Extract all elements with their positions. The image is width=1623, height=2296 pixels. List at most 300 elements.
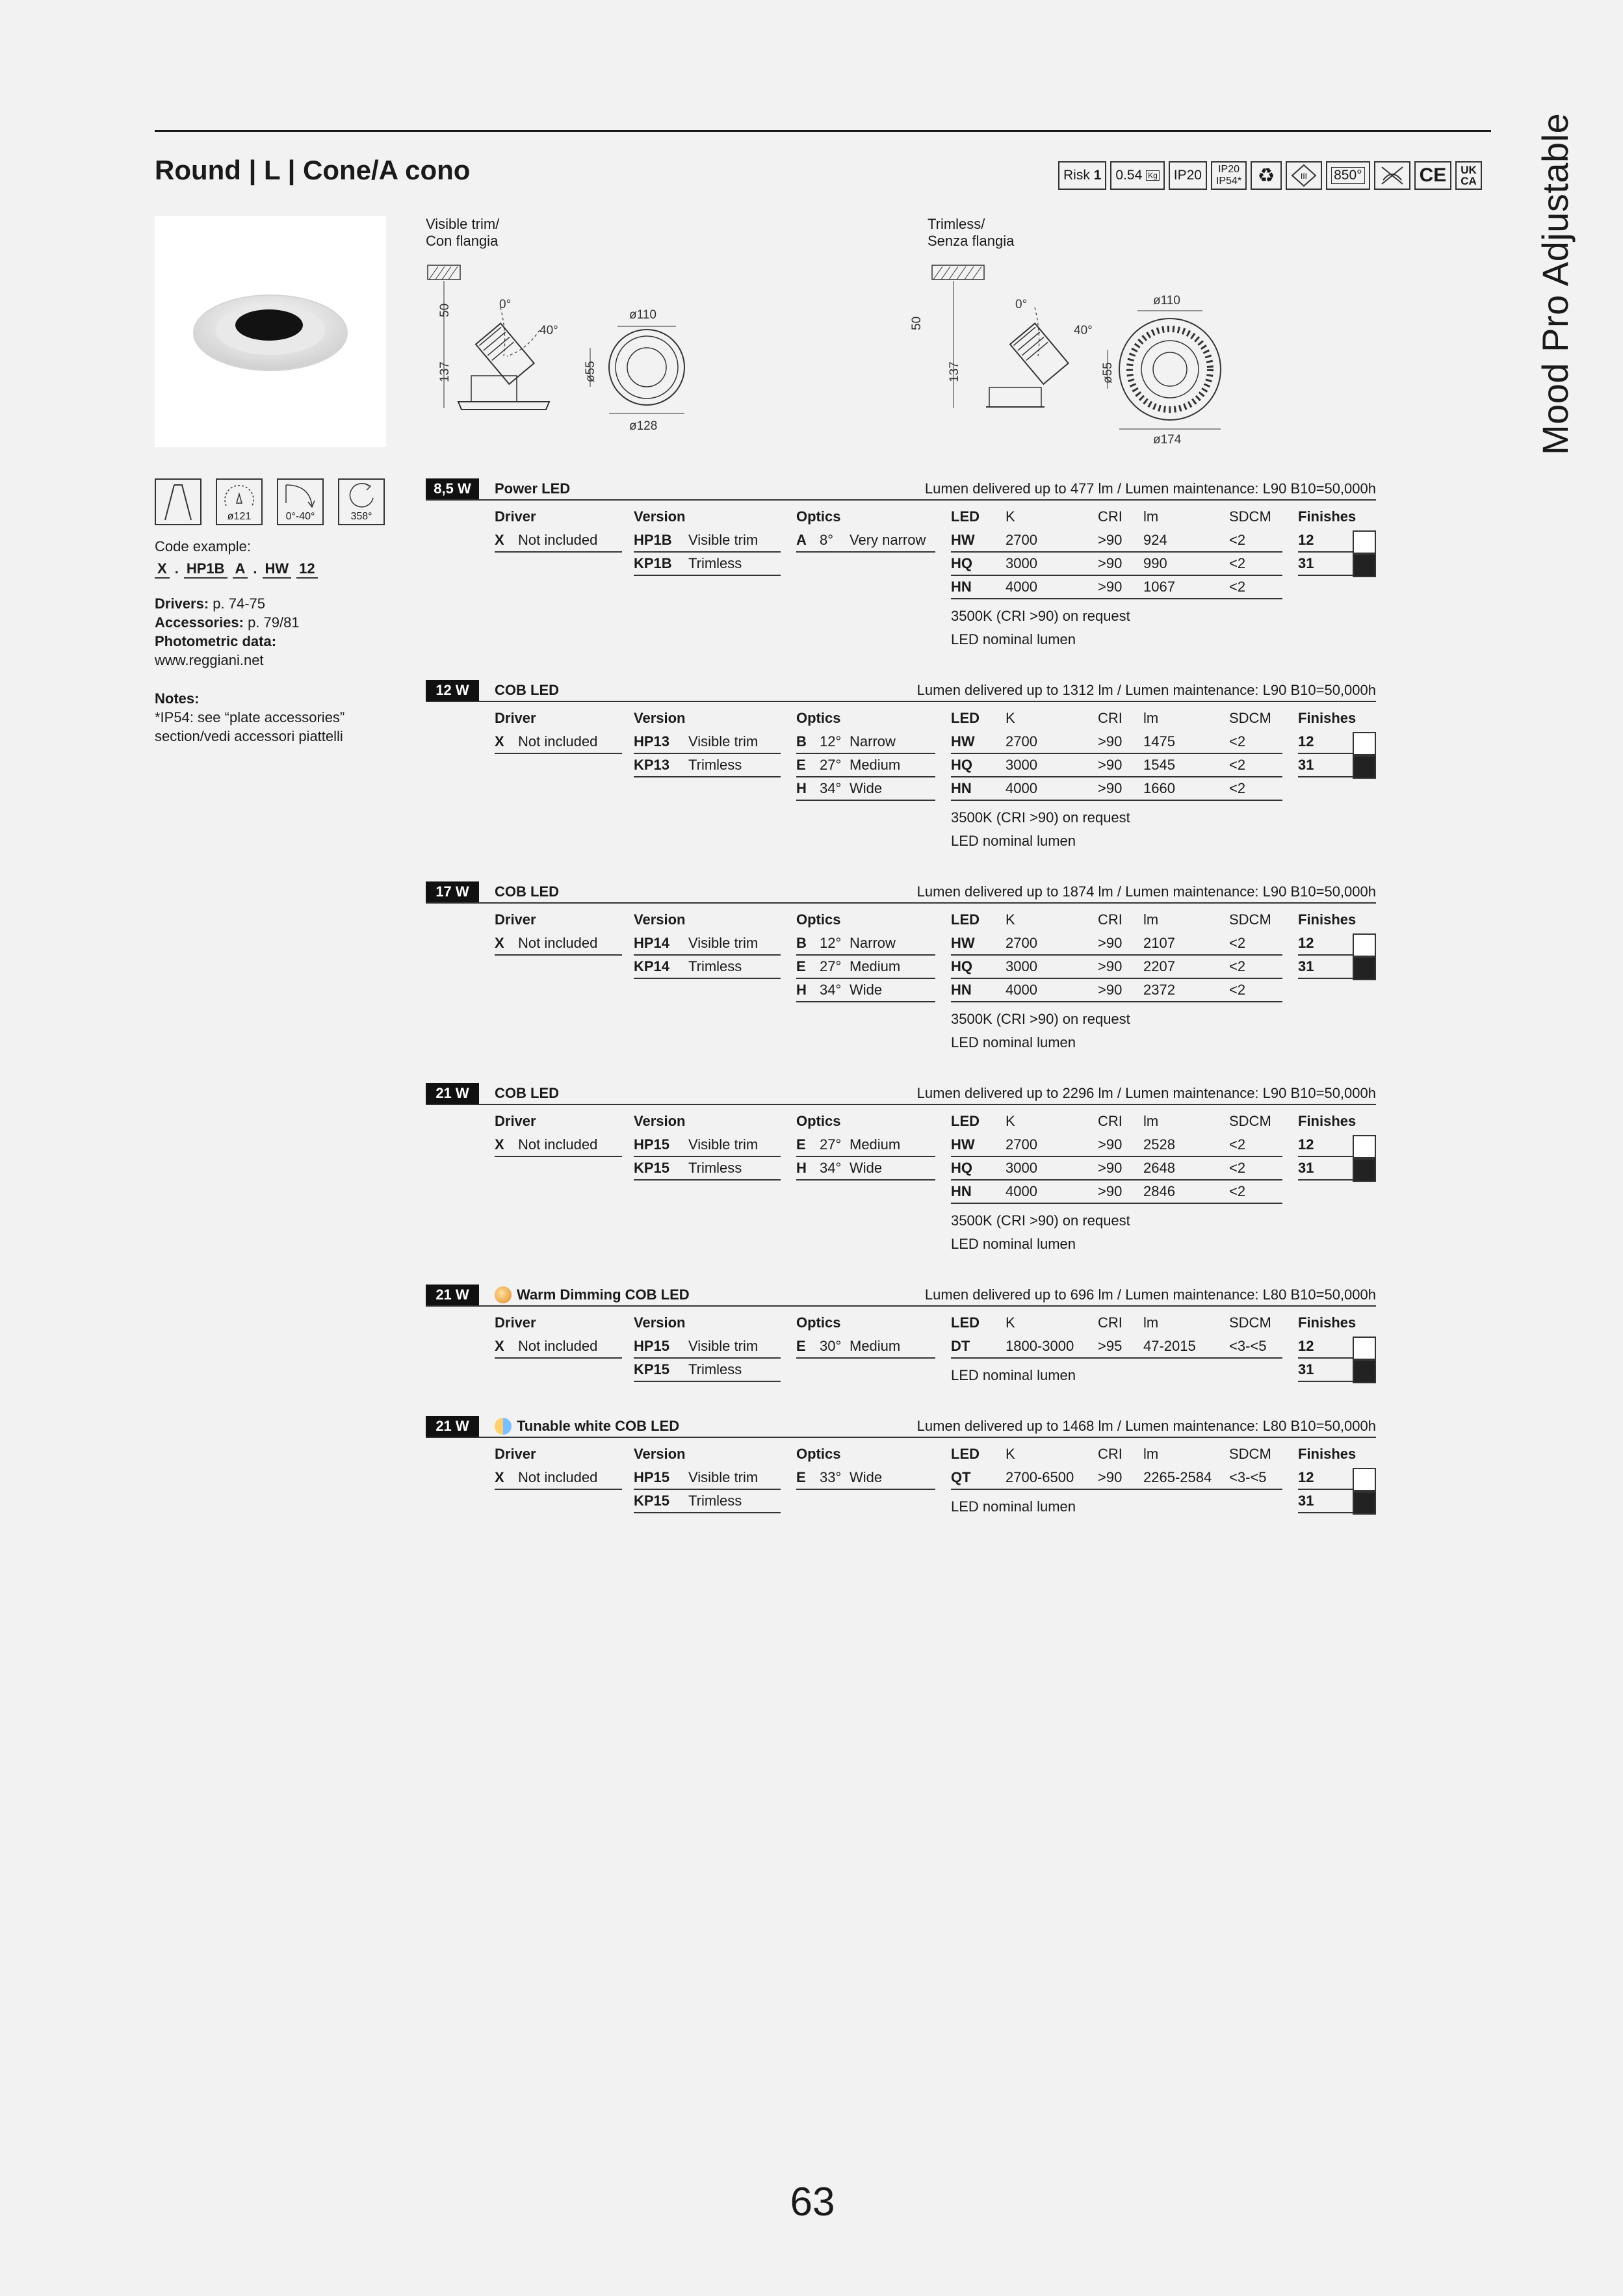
led-header-cri: CRI (1098, 710, 1123, 726)
led-row (951, 932, 1282, 956)
led-row (951, 731, 1282, 754)
version-label: Trimless (688, 1160, 742, 1176)
optics-column (796, 1311, 935, 1359)
finish-code: 31 (1298, 555, 1314, 571)
optics-label: Wide (850, 1160, 883, 1176)
led-cri: >90 (1098, 1469, 1123, 1485)
led-lm: 924 (1143, 532, 1167, 548)
led-sdcm: <2 (1229, 555, 1246, 571)
finish-code: 31 (1298, 958, 1314, 974)
top-rule (155, 130, 1491, 132)
led-lm: 2207 (1143, 958, 1175, 974)
svg-text:ø174: ø174 (1153, 433, 1182, 447)
led-cri: >90 (1098, 1136, 1123, 1153)
led-note: LED nominal lumen (951, 631, 1076, 647)
optics-angle: 12° (820, 935, 842, 951)
version-code: KP1B (634, 555, 672, 571)
led-row (951, 1335, 1282, 1359)
finish-row (1298, 754, 1376, 777)
finishes-header: Finishes (1298, 1314, 1357, 1331)
finish-row (1298, 932, 1376, 956)
version-label: Trimless (688, 958, 742, 974)
wattage-badge: 21 W (426, 1083, 479, 1104)
led-sdcm: <2 (1229, 780, 1246, 796)
led-header-k: K (1006, 1314, 1015, 1331)
optics-header: Optics (796, 710, 841, 726)
section-header (426, 881, 1376, 904)
optics-angle: 30° (820, 1338, 842, 1354)
led-type-label: COB LED (495, 682, 559, 698)
finishes-header: Finishes (1298, 1446, 1357, 1462)
optics-code: H (796, 1160, 807, 1176)
vertical-product-family: Mood Pro Adjustable (1535, 112, 1576, 455)
led-header-cri: CRI (1098, 1113, 1123, 1129)
led-lm: 2648 (1143, 1160, 1175, 1176)
version-header: Version (634, 911, 686, 928)
led-header-led: LED (951, 508, 980, 525)
optics-row (796, 731, 935, 754)
wattage-badge: 17 W (426, 881, 479, 902)
led-column (951, 504, 1282, 651)
led-header-sdcm: SDCM (1229, 911, 1271, 928)
led-code: HQ (951, 1160, 972, 1176)
tilt-icon: 0°-40° (277, 478, 324, 525)
led-row (951, 1467, 1282, 1490)
led-type-label: Tunable white COB LED (517, 1418, 680, 1434)
no-cover-icon (1374, 161, 1410, 190)
drivers-ref: Drivers: p. 74-75 (155, 595, 265, 612)
led-k: 2700 (1006, 733, 1037, 750)
lumen-info: Lumen delivered up to 1874 lm / Lumen maintenance: L90 B10=50,000h (916, 883, 1376, 900)
driver-column (495, 907, 622, 956)
led-header-row (951, 1442, 1282, 1467)
lumen-info: Lumen delivered up to 1468 lm / Lumen maintenance: L80 B10=50,000h (916, 1418, 1376, 1434)
led-header-led: LED (951, 1446, 980, 1462)
finish-code: 31 (1298, 757, 1314, 773)
version-row (634, 754, 781, 777)
optics-column (796, 1442, 935, 1490)
led-k: 2700 (1006, 532, 1037, 548)
led-k: 3000 (1006, 1160, 1037, 1176)
led-sdcm: <2 (1229, 958, 1246, 974)
driver-label: Not included (518, 1136, 598, 1153)
lumen-info: Lumen delivered up to 2296 lm / Lumen maintenance: L90 B10=50,000h (916, 1085, 1376, 1101)
section-header (426, 1083, 1376, 1105)
version-code: HP1B (634, 532, 672, 548)
section-header (426, 1285, 1376, 1307)
version-label: Visible trim (688, 935, 759, 951)
beam-icon (155, 478, 201, 525)
driver-column (495, 1311, 622, 1359)
driver-code: X (495, 935, 504, 951)
led-sdcm: <2 (1229, 1136, 1246, 1153)
led-note: 3500K (CRI >90) on request (951, 1212, 1130, 1229)
optics-column (796, 1109, 935, 1181)
led-note: 3500K (CRI >90) on request (951, 809, 1130, 826)
led-column (951, 1311, 1282, 1387)
led-note: 3500K (CRI >90) on request (951, 608, 1130, 624)
optics-header: Optics (796, 1446, 841, 1462)
version-row (634, 529, 781, 553)
led-header-row (951, 706, 1282, 731)
optics-label: Medium (850, 757, 901, 773)
ukca-mark: UK CA (1455, 161, 1482, 190)
optics-code: B (796, 935, 807, 951)
led-sdcm: <2 (1229, 532, 1246, 548)
finishes-header: Finishes (1298, 911, 1357, 928)
finishes-column (1298, 1442, 1376, 1513)
code-part: 12 (296, 560, 317, 579)
version-label: Trimless (688, 1493, 742, 1509)
recycle-icon: ♻ (1251, 161, 1282, 190)
finish-row (1298, 1335, 1376, 1359)
version-header: Version (634, 1314, 686, 1331)
version-row (634, 956, 781, 979)
led-note: LED nominal lumen (951, 1367, 1076, 1383)
led-lm: 1660 (1143, 780, 1175, 796)
optics-angle: 8° (820, 532, 834, 548)
spec-section (426, 1416, 1376, 1585)
ip20-badge: IP20 (1169, 161, 1207, 190)
version-header: Version (634, 1113, 686, 1129)
led-header-sdcm: SDCM (1229, 508, 1271, 525)
led-row (951, 754, 1282, 777)
wattage-badge: 21 W (426, 1416, 479, 1437)
finishes-header: Finishes (1298, 508, 1357, 525)
led-lm: 47-2015 (1143, 1338, 1196, 1354)
led-lm: 2372 (1143, 982, 1175, 998)
optics-label: Very narrow (850, 532, 926, 548)
led-sdcm: <2 (1229, 1183, 1246, 1199)
optics-angle: 34° (820, 982, 842, 998)
led-k: 4000 (1006, 780, 1037, 796)
led-note: 3500K (CRI >90) on request (951, 1011, 1130, 1027)
wattage-badge: 21 W (426, 1285, 479, 1305)
warm-dimming-icon (495, 1286, 512, 1303)
led-type (495, 682, 559, 699)
version-row (634, 1134, 781, 1157)
optics-code: H (796, 982, 807, 998)
svg-text:ø55: ø55 (1101, 362, 1115, 384)
optics-row (796, 1467, 935, 1490)
led-column (951, 706, 1282, 853)
driver-label: Not included (518, 935, 598, 951)
led-cri: >90 (1098, 532, 1123, 548)
svg-text:0°: 0° (499, 298, 512, 311)
optics-label: Medium (850, 958, 901, 974)
version-code: HP13 (634, 733, 670, 750)
photometric-label: Photometric data: (155, 633, 277, 649)
driver-header: Driver (495, 1314, 536, 1331)
led-type-label: Power LED (495, 480, 571, 497)
section-header (426, 680, 1376, 702)
optics-column (796, 907, 935, 1002)
code-sep: . (174, 560, 179, 577)
led-row (951, 956, 1282, 979)
led-lm: 1545 (1143, 757, 1175, 773)
led-sdcm: <3-<5 (1229, 1338, 1267, 1354)
lumen-info: Lumen delivered up to 477 lm / Lumen maintenance: L90 B10=50,000h (924, 480, 1376, 497)
finish-swatch (1353, 957, 1376, 980)
optics-header: Optics (796, 1314, 841, 1331)
optics-code: H (796, 780, 807, 796)
driver-header: Driver (495, 710, 536, 726)
website-link[interactable]: www.reggiani.net (155, 652, 264, 668)
driver-row (495, 1335, 622, 1359)
led-lm: 2107 (1143, 935, 1175, 951)
led-code: HN (951, 982, 972, 998)
version-row (634, 1335, 781, 1359)
led-type-label: COB LED (495, 1085, 559, 1101)
led-cri: >90 (1098, 1183, 1123, 1199)
optics-row (796, 754, 935, 777)
led-k: 4000 (1006, 982, 1037, 998)
section-header (426, 1416, 1376, 1438)
led-header-sdcm: SDCM (1229, 1113, 1271, 1129)
led-k: 1800-3000 (1006, 1338, 1074, 1354)
led-type (495, 1286, 690, 1303)
finishes-header: Finishes (1298, 710, 1357, 726)
optics-code: E (796, 1469, 806, 1485)
led-cri: >90 (1098, 982, 1123, 998)
accessories-ref: Accessories: p. 79/81 (155, 614, 300, 631)
optics-label: Wide (850, 1469, 883, 1485)
driver-row (495, 1134, 622, 1157)
page-number: 63 (790, 2180, 835, 2224)
led-header-sdcm: SDCM (1229, 710, 1271, 726)
optics-label: Wide (850, 780, 883, 796)
optics-column (796, 504, 935, 553)
spec-section (426, 478, 1376, 647)
certification-icons (1058, 161, 1482, 190)
version-column (634, 1311, 781, 1382)
led-type (495, 1085, 559, 1102)
notes-label: Notes: (155, 690, 200, 707)
optics-row (796, 979, 935, 1002)
led-column (951, 1442, 1282, 1519)
led-row (951, 529, 1282, 553)
version-header: Version (634, 1446, 686, 1462)
optics-row (796, 1335, 935, 1359)
version-label: Visible trim (688, 1469, 759, 1485)
driver-header: Driver (495, 911, 536, 928)
svg-text:40°: 40° (539, 324, 558, 337)
driver-code: X (495, 1469, 504, 1485)
optics-code: A (796, 532, 807, 548)
visible-trim-label: Visible trim/ Con flangia (426, 216, 500, 249)
led-k: 2700 (1006, 1136, 1037, 1153)
code-part: HW (263, 560, 292, 579)
driver-column (495, 504, 622, 553)
led-header-cri: CRI (1098, 1446, 1123, 1462)
wattage-badge: 8,5 W (426, 478, 479, 499)
version-column (634, 1442, 781, 1513)
driver-code: X (495, 1338, 504, 1354)
finish-row (1298, 1467, 1376, 1490)
class-III-icon (1286, 161, 1322, 190)
version-row (634, 932, 781, 956)
led-type (495, 1418, 679, 1435)
spec-section (426, 680, 1376, 849)
lumen-info: Lumen delivered up to 696 lm / Lumen maintenance: L80 B10=50,000h (924, 1286, 1376, 1303)
finish-swatch (1353, 530, 1376, 554)
version-row (634, 1467, 781, 1490)
optics-angle: 34° (820, 780, 842, 796)
version-code: KP13 (634, 757, 670, 773)
trimless-label: Trimless/ Senza flangia (928, 216, 1015, 249)
version-code: HP14 (634, 935, 670, 951)
led-header-lm: lm (1143, 1314, 1159, 1331)
version-code: HP15 (634, 1469, 670, 1485)
led-header-k: K (1006, 710, 1015, 726)
page-title: Round | L | Cone/A cono (155, 155, 471, 185)
version-code: HP15 (634, 1338, 670, 1354)
led-sdcm: <2 (1229, 935, 1246, 951)
led-note: LED nominal lumen (951, 1498, 1076, 1515)
led-code: HQ (951, 555, 972, 571)
optics-angle: 27° (820, 757, 842, 773)
finishes-column (1298, 907, 1376, 979)
optics-angle: 33° (820, 1469, 842, 1485)
version-label: Trimless (688, 555, 742, 571)
led-k: 3000 (1006, 958, 1037, 974)
led-note: LED nominal lumen (951, 833, 1076, 849)
version-label: Visible trim (688, 733, 759, 750)
finish-code: 12 (1298, 1338, 1314, 1354)
led-row (951, 979, 1282, 1002)
led-lm: 2846 (1143, 1183, 1175, 1199)
led-header-lm: lm (1143, 1113, 1159, 1129)
optics-code: E (796, 1338, 806, 1354)
version-code: HP15 (634, 1136, 670, 1153)
product-photo (155, 216, 386, 447)
version-column (634, 1109, 781, 1181)
finish-row (1298, 1134, 1376, 1157)
code-part: HP1B (184, 560, 227, 579)
optics-row (796, 1157, 935, 1181)
finish-row (1298, 529, 1376, 553)
optics-row (796, 932, 935, 956)
led-header-row (951, 907, 1282, 932)
finish-swatch (1353, 1158, 1376, 1182)
svg-text:50: 50 (910, 316, 924, 330)
finish-row (1298, 956, 1376, 979)
led-header-sdcm: SDCM (1229, 1314, 1271, 1331)
driver-row (495, 1467, 622, 1490)
wattage-badge: 12 W (426, 680, 479, 701)
optics-row (796, 1134, 935, 1157)
led-header-k: K (1006, 1113, 1015, 1129)
led-header-row (951, 504, 1282, 529)
finish-row (1298, 1359, 1376, 1382)
driver-row (495, 529, 622, 553)
led-code: HW (951, 733, 975, 750)
spec-section (426, 881, 1376, 1050)
led-k: 4000 (1006, 579, 1037, 595)
version-code: KP14 (634, 958, 670, 974)
finish-row (1298, 1490, 1376, 1513)
optics-row (796, 529, 935, 553)
led-header-row (951, 1311, 1282, 1335)
version-column (634, 706, 781, 777)
led-type-label: Warm Dimming COB LED (517, 1286, 690, 1303)
optics-label: Wide (850, 982, 883, 998)
code-example (155, 560, 318, 579)
finish-swatch (1353, 1135, 1376, 1158)
led-header-lm: lm (1143, 508, 1159, 525)
optics-angle: 12° (820, 733, 842, 750)
driver-label: Not included (518, 532, 598, 548)
version-column (634, 907, 781, 979)
version-label: Trimless (688, 757, 742, 773)
led-code: HW (951, 935, 975, 951)
svg-text:III: III (1301, 172, 1308, 181)
risk-badge: Risk 1 (1058, 161, 1106, 190)
svg-text:50: 50 (438, 303, 452, 317)
visible-trim-drawing (422, 259, 695, 434)
notes-line: section/vedi accessori piattelli (155, 728, 343, 744)
version-row (634, 731, 781, 754)
led-row (951, 576, 1282, 599)
led-sdcm: <2 (1229, 1160, 1246, 1176)
version-row (634, 1359, 781, 1382)
driver-row (495, 731, 622, 754)
optics-code: B (796, 733, 807, 750)
version-row (634, 1490, 781, 1513)
led-k: 4000 (1006, 1183, 1037, 1199)
led-type (495, 883, 559, 900)
version-label: Visible trim (688, 1136, 759, 1153)
svg-text:40°: 40° (1074, 324, 1093, 337)
led-code: HQ (951, 958, 972, 974)
led-cri: >90 (1098, 733, 1123, 750)
optics-code: E (796, 958, 806, 974)
led-k: 2700-6500 (1006, 1469, 1074, 1485)
driver-code: X (495, 532, 504, 548)
finish-row (1298, 553, 1376, 576)
led-header-cri: CRI (1098, 508, 1123, 525)
finish-code: 12 (1298, 935, 1314, 951)
led-code: HN (951, 1183, 972, 1199)
code-example-label: Code example: (155, 538, 251, 554)
led-header-lm: lm (1143, 710, 1159, 726)
optics-code: E (796, 1136, 806, 1153)
led-lm: 1067 (1143, 579, 1175, 595)
led-header-k: K (1006, 508, 1015, 525)
trimless-drawing (910, 259, 1236, 447)
led-k: 2700 (1006, 935, 1037, 951)
notes-line: *IP54: see “plate accessories” (155, 709, 345, 725)
led-sdcm: <2 (1229, 757, 1246, 773)
optics-label: Medium (850, 1338, 901, 1354)
led-code: DT (951, 1338, 970, 1354)
svg-text:137: 137 (438, 361, 452, 382)
optics-angle: 34° (820, 1160, 842, 1176)
driver-code: X (495, 733, 504, 750)
led-code: HW (951, 532, 975, 548)
version-header: Version (634, 508, 686, 525)
led-header-k: K (1006, 911, 1015, 928)
led-cri: >95 (1098, 1338, 1123, 1354)
optics-angle: 27° (820, 1136, 842, 1153)
optics-header: Optics (796, 911, 841, 928)
section-header (426, 478, 1376, 501)
led-row (951, 1134, 1282, 1157)
led-header-led: LED (951, 1314, 980, 1331)
finish-row (1298, 731, 1376, 754)
led-row (951, 777, 1282, 801)
led-k: 3000 (1006, 757, 1037, 773)
